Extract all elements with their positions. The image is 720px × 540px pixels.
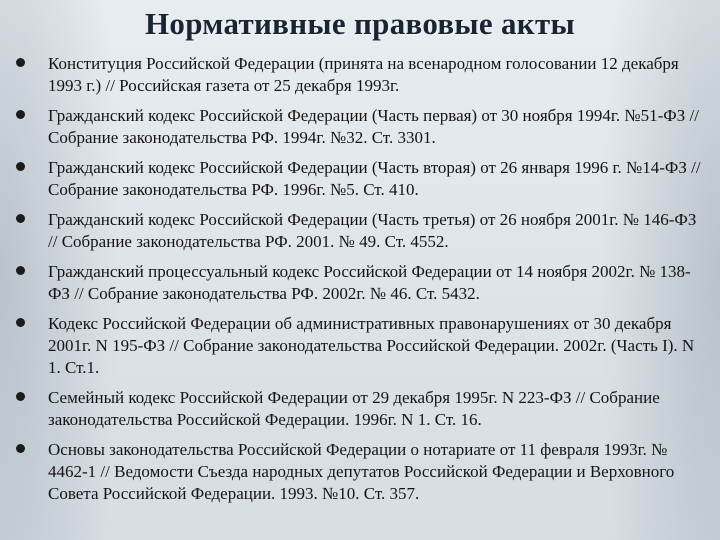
bullet-icon (16, 110, 25, 119)
list-item (16, 53, 706, 97)
list-item (16, 157, 706, 201)
list-item-text: Гражданский процессуальный кодекс Российской Федерации от 14 ноября 2002г. № 138-ФЗ // Собрание законодательства РФ. 2002г. № 46. Ст. 5432. (48, 262, 691, 303)
list-item-text: Гражданский кодекс Российской Федерации (Часть третья) от 26 ноября 2001г. № 146-ФЗ // Собрание законодательства РФ. 2001. № 49. Ст. 4552. (48, 210, 697, 251)
list-item-text: Семейный кодекс Российской Федерации от 29 декабря 1995г. N 223-ФЗ // Собрание законодательства Российской Федерации. 1996г. N 1. Ст. 16. (48, 388, 660, 429)
list-item-text: Основы законодательства Российской Федерации о нотариате от 11 февраля 1993г. № 4462-1 // Ведомости Съезда народных депутатов Российской Федерации и Верховного Совета Российской Федерации. 1993. №10. Ст. 357. (48, 440, 675, 503)
list-item (16, 209, 706, 253)
list-item-text: Гражданский кодекс Российской Федерации (Часть первая) от 30 ноября 1994г. №51-ФЗ // Собрание законодательства РФ. 1994г. №32. Ст. 3301. (48, 106, 699, 147)
legal-acts-list (16, 53, 706, 513)
list-item (16, 387, 706, 431)
list-item-text: Гражданский кодекс Российской Федерации (Часть вторая) от 26 января 1996 г. №14-ФЗ // Собрание законодательства РФ. 1996г. №5. Ст. 410. (48, 158, 701, 199)
bullet-icon (16, 444, 25, 453)
bullet-icon (16, 162, 25, 171)
bullet-icon (16, 58, 25, 67)
list-item (16, 105, 706, 149)
list-item (16, 439, 706, 505)
list-item (16, 261, 706, 305)
bullet-icon (16, 318, 25, 327)
list-item-text: Кодекс Российской Федерации об административных правонарушениях от 30 декабря 2001г. N 195-ФЗ // Собрание законодательства Российской Федерации. 2002г. (Часть I). N 1. Ст.1. (48, 314, 695, 377)
bullet-icon (16, 266, 25, 275)
bullet-icon (16, 392, 25, 401)
list-item-text: Конституция Российской Федерации (принята на всенародном голосовании 12 декабря 1993 г.) // Российская газета от 25 декабря 1993г. (48, 54, 679, 95)
bullet-icon (16, 214, 25, 223)
slide-title: Нормативные правовые акты (145, 6, 575, 41)
list-item (16, 313, 706, 379)
